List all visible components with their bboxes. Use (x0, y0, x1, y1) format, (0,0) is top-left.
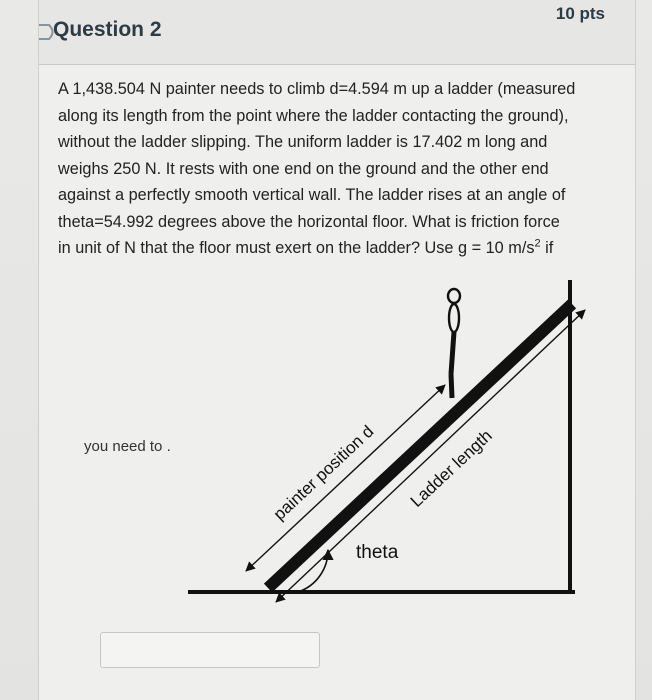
question-superscript: 2 (534, 237, 541, 250)
ladder (268, 304, 572, 588)
question-line: against a perfectly smooth vertical wall. The ladder rises at an angle of (58, 186, 566, 204)
question-continuation: you need to . (84, 438, 171, 455)
painter-position-label: painter position d (269, 421, 378, 524)
question-line-suffix: if (540, 239, 554, 257)
question-line-last (58, 235, 618, 262)
painter-figure (448, 289, 460, 398)
question-line: without the ladder slipping. The uniform ladder is 17.402 m long and (58, 133, 548, 151)
question-header (39, 0, 635, 65)
question-points: 10 pts (555, 4, 605, 23)
answer-input[interactable] (100, 632, 320, 668)
painter-position-arrow (246, 385, 445, 571)
theta-label: theta (356, 542, 399, 563)
question-text (58, 76, 618, 262)
question-line: weighs 250 N. It rests with one end on the ground and the other end (58, 159, 549, 178)
ladder-diagram (180, 270, 600, 610)
ladder-length-label: Ladder length (406, 426, 496, 511)
question-title: Question 2 (53, 18, 162, 41)
question-line: A 1,438.504 N painter needs to climb d=4.594 m up a ladder (measured (58, 80, 576, 98)
question-line: along its length from the point where the ladder contacting the ground), (58, 106, 569, 125)
question-line-prefix: in unit of N that the floor must exert on the ladder? Use g = 10 m/s (58, 239, 535, 257)
question-line: theta=54.992 degrees above the horizontal floor. What is friction force (58, 212, 560, 231)
ladder-length-arrow (276, 310, 585, 602)
